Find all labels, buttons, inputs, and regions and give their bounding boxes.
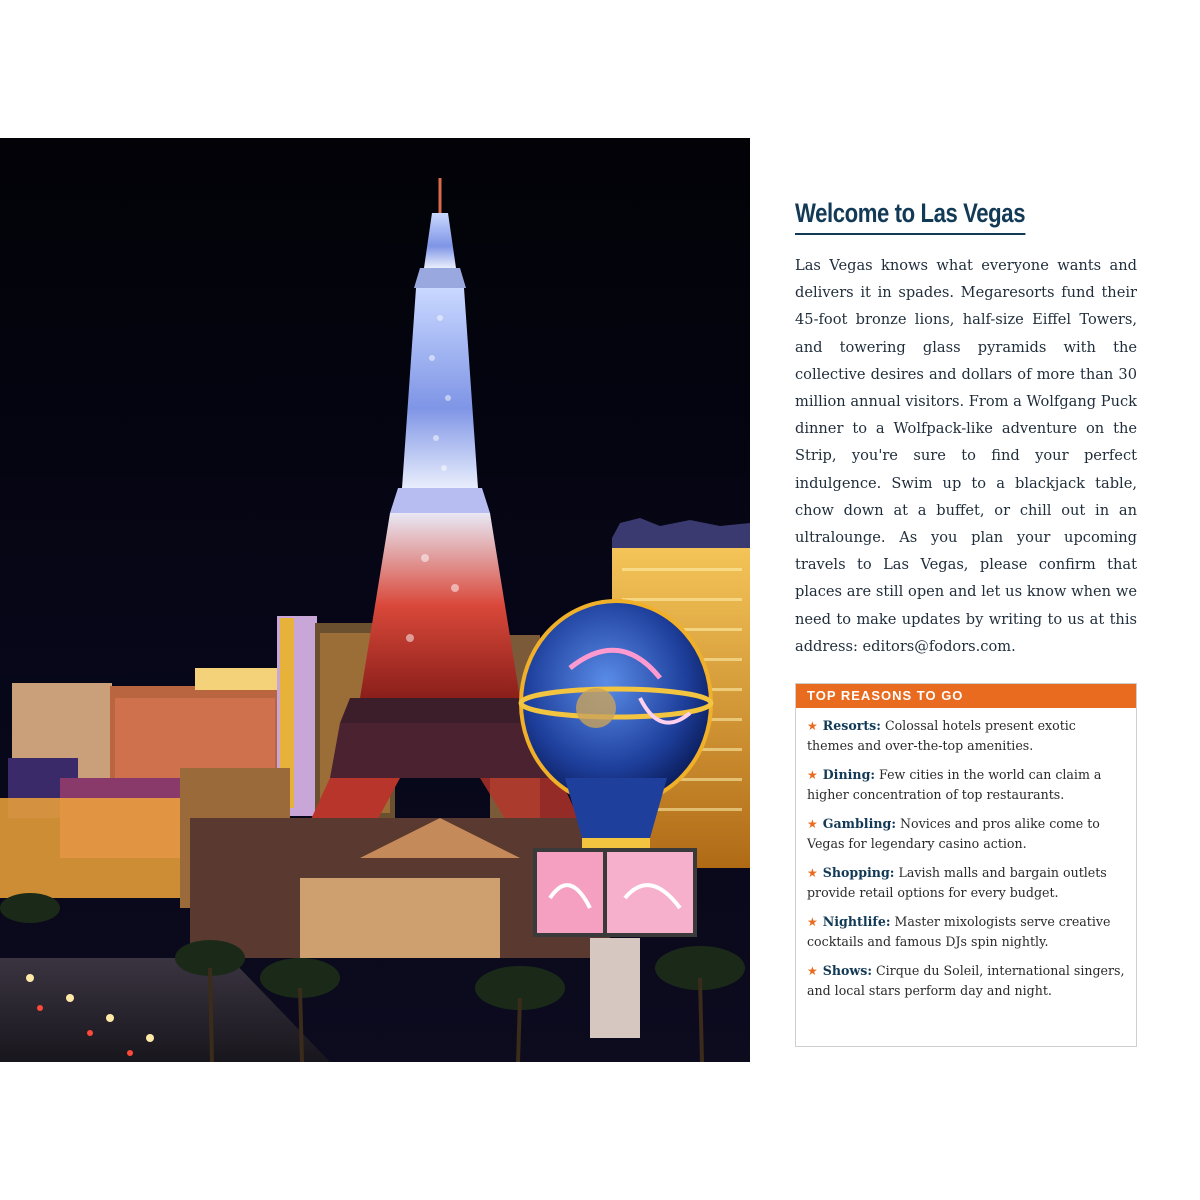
top-reasons-box [795, 683, 1137, 1047]
reason-title: Shows: [822, 963, 872, 978]
reason-item-resorts [807, 716, 1126, 755]
top-reasons-heading: TOP REASONS TO GO [796, 684, 1136, 708]
night-strip-illustration [0, 138, 750, 1062]
reason-text: Lavish malls and bargain outlets provide retail options for every budget. [807, 865, 1107, 900]
reason-title: Nightlife: [822, 914, 891, 929]
reason-item-gambling [807, 814, 1126, 853]
star-icon: ★ [807, 768, 818, 782]
star-icon: ★ [807, 817, 818, 831]
star-icon: ★ [807, 964, 818, 978]
book-spread [0, 138, 1200, 1062]
intro-paragraph: Las Vegas knows what everyone wants and delivers it in spades. Megaresorts fund their 45-foot bronze lions, half-size Eiffel Towers, and towering glass pyramids with the collective desires and dollars of more than 30 million annual visitors. From a Wolfgang Puck dinner to a Wolfpack-like adventure on the Strip, you're sure to find your perfect indulgence. Swim up to a blackjack table, chow down at a buffet, or chill out in an ultralounge. As you plan your upcoming travels to Las Vegas, please confirm that places are still open and let us know when we need to make updates by writing to us at this address: editors@fodors.com. [795, 257, 1137, 655]
star-icon: ★ [807, 719, 818, 733]
top-reasons-list [796, 716, 1136, 1000]
star-icon: ★ [807, 915, 818, 929]
star-icon: ★ [807, 866, 818, 880]
reason-text: Colossal hotels present exotic themes and over-the-top amenities. [807, 718, 1076, 753]
reason-item-shows [807, 961, 1126, 1000]
reason-text: Master mixologists serve creative cocktails and famous DJs spin nightly. [807, 914, 1111, 949]
reason-title: Dining: [822, 767, 876, 782]
reason-item-shopping [807, 863, 1126, 902]
reason-item-dining [807, 765, 1126, 804]
page-title: Welcome to Las Vegas [795, 198, 1025, 235]
reason-title: Gambling: [822, 816, 896, 831]
reason-text: Cirque du Soleil, international singers, and local stars perform day and night. [807, 963, 1125, 998]
reason-title: Shopping: [822, 865, 895, 880]
reason-item-nightlife [807, 912, 1126, 951]
reason-text: Few cities in the world can claim a higher concentration of top restaurants. [807, 767, 1102, 802]
reason-text: Novices and pros alike come to Vegas for legendary casino action. [807, 816, 1100, 851]
las-vegas-strip-photo [0, 138, 750, 1062]
reason-title: Resorts: [822, 718, 881, 733]
